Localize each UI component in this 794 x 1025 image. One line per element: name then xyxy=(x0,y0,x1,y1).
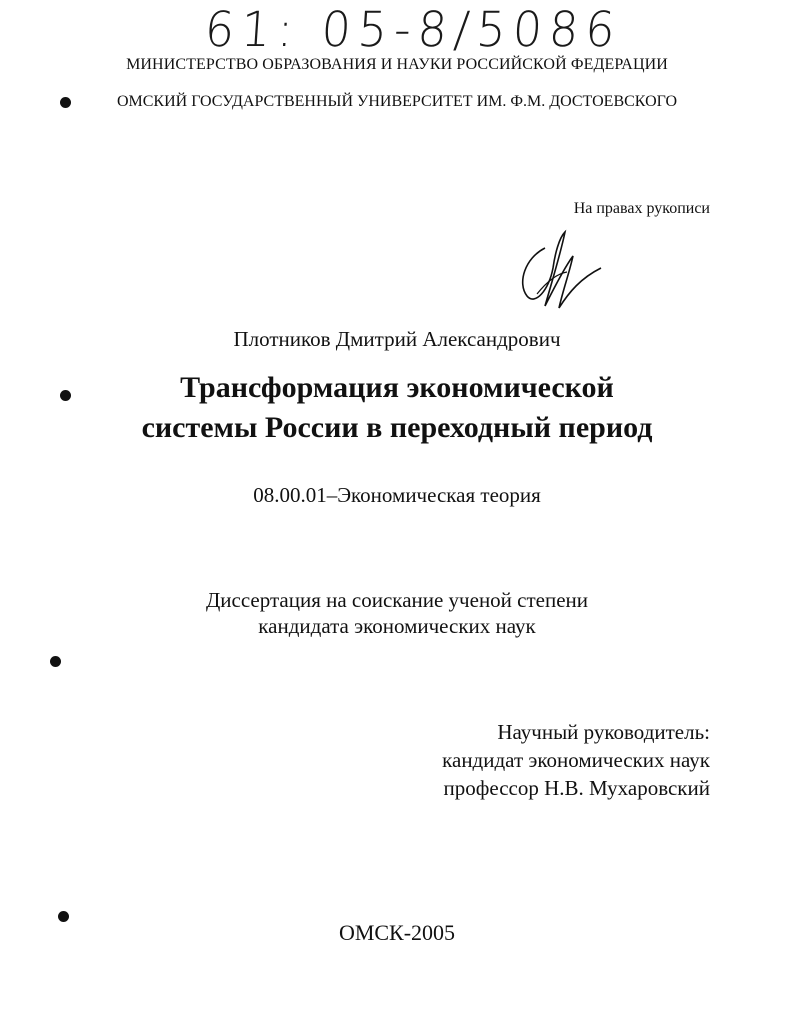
manuscript-rights-note: На правах рукописи xyxy=(573,200,710,217)
city-year: ОМСК-2005 xyxy=(338,920,456,945)
title-line-1: Трансформация экономической xyxy=(180,371,614,404)
punch-hole-icon xyxy=(60,390,71,401)
supervisor-degree: кандидат экономических наук xyxy=(442,748,710,772)
signature xyxy=(515,228,607,310)
supervisor-block xyxy=(442,718,710,802)
title-line-2: системы России в переходный период xyxy=(141,411,653,444)
punch-hole-icon xyxy=(60,97,71,108)
author-name: Плотников Дмитрий Александрович xyxy=(233,327,561,351)
degree-line-2: кандидата экономических наук xyxy=(258,614,536,638)
ministry-heading: МИНИСТЕРСТВО ОБРАЗОВАНИЯ И НАУКИ РОССИЙСКОЙ ФЕДЕРАЦИИ xyxy=(126,56,668,73)
supervisor-label: Научный руководитель: xyxy=(497,720,710,744)
dissertation-degree xyxy=(0,587,794,639)
punch-hole-icon xyxy=(50,656,61,667)
degree-line-1: Диссертация на соискание ученой степени xyxy=(205,588,589,612)
university-heading: ОМСКИЙ ГОСУДАРСТВЕННЫЙ УНИВЕРСИТЕТ ИМ. Ф.М. ДОСТОЕВСКОГО xyxy=(116,93,678,110)
handwritten-archive-number: 61: 05-8/5086 xyxy=(203,0,624,58)
supervisor-name: профессор Н.В. Мухаровский xyxy=(443,776,710,800)
specialty-code: 08.00.01–Экономическая теория xyxy=(253,483,541,507)
dissertation-title xyxy=(0,368,794,448)
punch-hole-icon xyxy=(58,911,69,922)
